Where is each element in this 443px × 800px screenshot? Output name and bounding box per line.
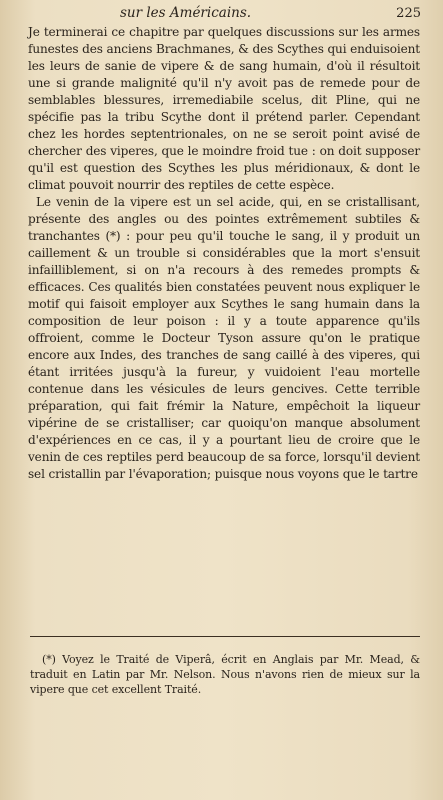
running-title: sur les Américains. bbox=[120, 5, 252, 21]
paragraph-1: Je terminerai ce chapitre par quelques discussions sur les armes funestes des anciens Brachmanes, & des Scythes qui enduisoient les leurs de sanie de vipere & de sang humain, d'où il résultoit une si grande malignité qu'il n'y avoit pas de remede pour de semblables blessures, irremediabile scelus, dit Pline, qui ne spécifie pas la tribu Scythe dont il prétend parler. Cependant chez les hordes septentrionales, on ne se seroit point avisé de chercher des viperes, que le moindre froid tue : on doit supposer qu'il est question des Scythes les plus méridionaux, & dont le climat pouvoit nourrir des reptiles de cette espèce. bbox=[28, 25, 420, 192]
running-header bbox=[120, 5, 421, 21]
footnote-rule bbox=[30, 636, 420, 637]
page-number: 225 bbox=[396, 6, 421, 21]
footnote-text: (*) Voyez le Traité de Viperâ, écrit en Anglais par Mr. Mead, & traduit en Latin par Mr. Nelson. Nous n'avons rien de mieux sur la vipere que cet excellent Traité. bbox=[30, 653, 420, 696]
main-text bbox=[28, 24, 420, 483]
footnote bbox=[30, 652, 420, 697]
paragraph-2: Le venin de la vipere est un sel acide, qui, en se cristallisant, présente des angles ou des pointes extrêmement subtiles & tranchantes (*) : pour peu qu'il touche le sang, il y produit un caillement & un trouble si considérables que la mort s'ensuit infailliblement, si on n'a recours à des remedes prompts & efficaces. Ces qualités bien constatées peuvent nous expliquer le motif qui faisoit employer aux Scythes le sang humain dans la composition de leur poison : il y a toute apparence qu'ils offroient, comme le Docteur Tyson assure qu'on le pratique encore aux Indes, des tranches de sang caillé à des viperes, qui étant irritées jusqu'à la fureur, y vuidoient l'eau mortelle contenue dans les vésicules de leurs gencives. Cette terrible préparation, qui fait frémir la Nature, empêchoit la liqueur vipérine de se cristalliser; car quoiqu'on manque absolument d'expériences en ce cas, il y a pourtant lieu de croire que le venin de ces reptiles perd beaucoup de sa force, lorsqu'il devient sel cristallin par l'évaporation; puisque nous voyons que le tartre bbox=[28, 195, 420, 481]
